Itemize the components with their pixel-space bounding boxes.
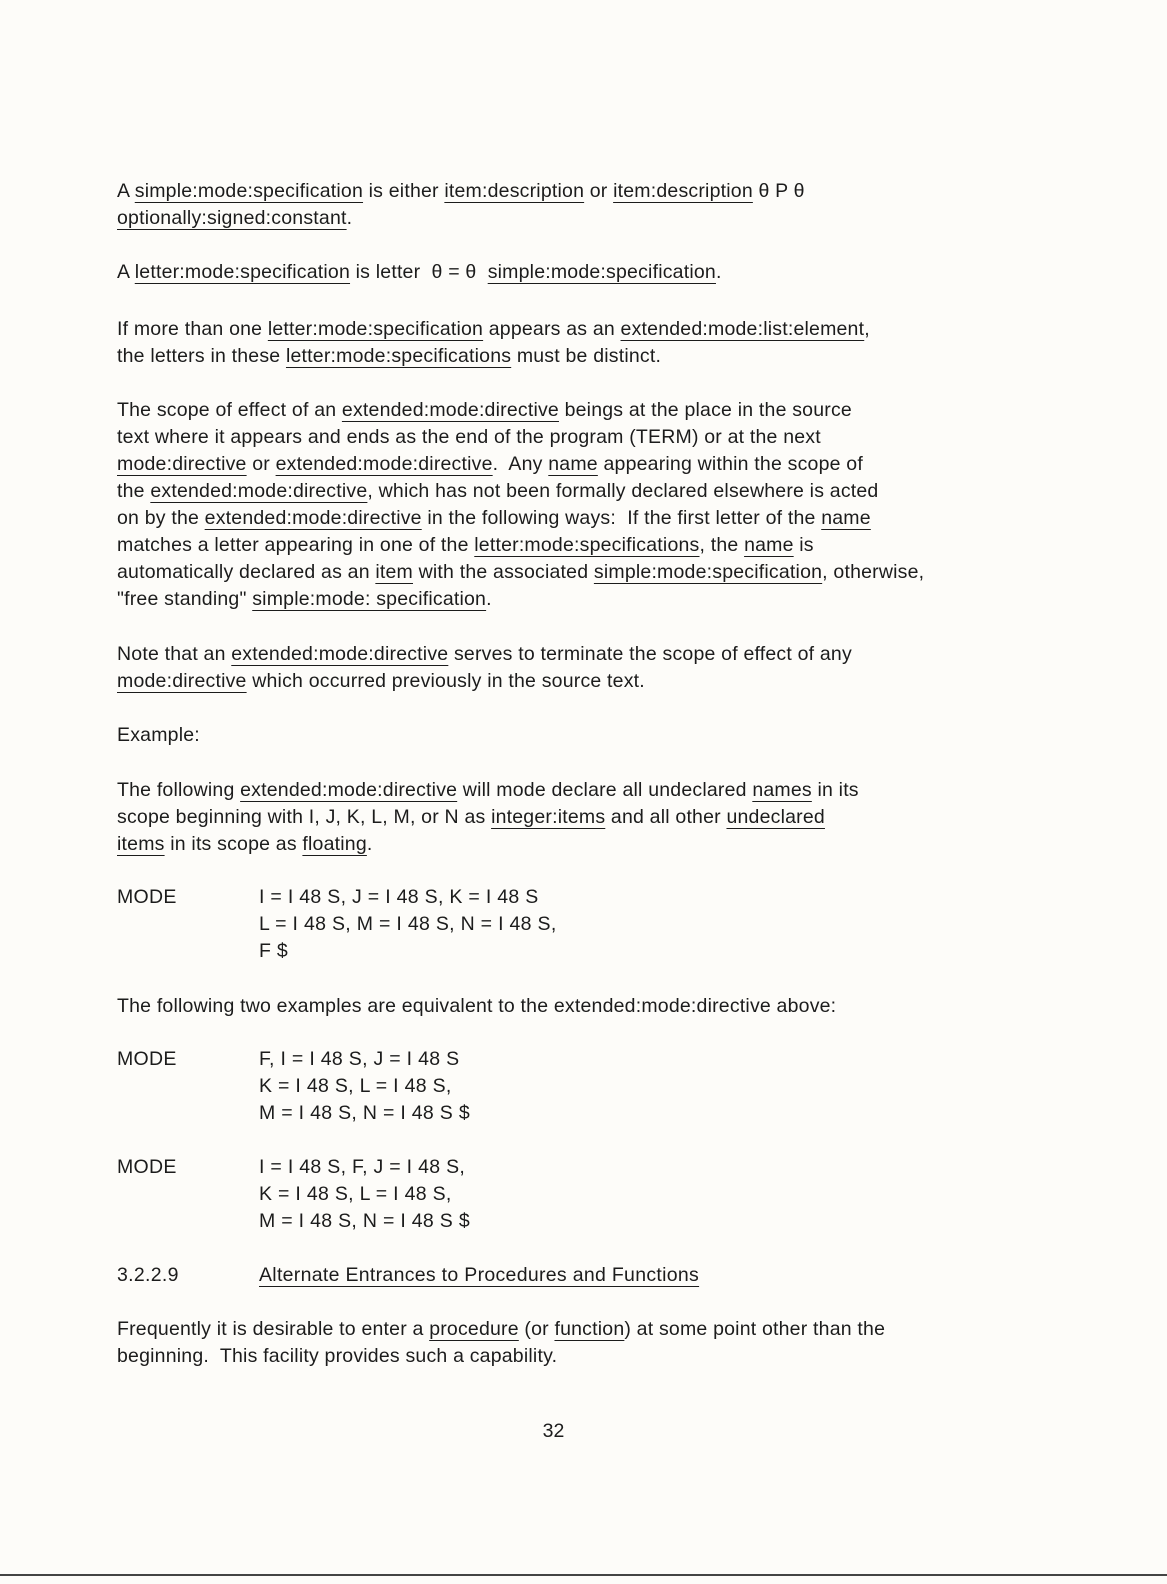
text-segment: Note that an (117, 643, 232, 665)
text-segment: on by the (117, 507, 205, 529)
paragraph-alternate-entrances (117, 1316, 1067, 1370)
text-segment: beings at the place in the source (558, 399, 852, 421)
underlined-term: integer:items (491, 806, 606, 828)
text-line (117, 205, 1067, 232)
underlined-term: extended:mode:directive (341, 399, 559, 421)
text-segment: , which has not been formally declared elsewhere is acted (367, 480, 879, 502)
underlined-term: letter:mode:specifications (285, 345, 512, 367)
code-line: I = I 48 S, J = I 48 S, K = I 48 S (259, 886, 539, 908)
underlined-term: simple:mode:specification (593, 561, 823, 583)
text-line (117, 831, 1067, 858)
text-line (117, 451, 1067, 478)
text-segment: must be distinct. (511, 345, 662, 367)
text-segment: in its (811, 779, 859, 801)
underlined-term: mode:directive (117, 670, 247, 692)
code-keyword: MODE (117, 886, 177, 908)
text-segment: . (486, 588, 492, 610)
underlined-term: letter:mode:specification (134, 261, 351, 283)
text-segment: text where it appears and ends as the end of the program (TERM) or at the next (117, 426, 821, 448)
text-line (117, 532, 1067, 559)
text-segment: The following two examples are equivalent to the extended:mode:directive above: (117, 995, 837, 1017)
underlined-term: extended:mode:directive (231, 643, 449, 665)
text-segment: The following (117, 779, 241, 801)
text-segment: is letter θ = θ (350, 261, 488, 283)
text-line (117, 424, 1067, 451)
underlined-term: simple:mode: specification (252, 588, 487, 610)
text-segment: or (584, 180, 614, 202)
underlined-term: letter:mode:specifications (474, 534, 700, 556)
underlined-term: item:description (613, 180, 753, 202)
text-line (117, 586, 1067, 613)
text-segment: appearing within the scope of (597, 453, 863, 475)
paragraph-letter-mode-spec (117, 259, 1067, 286)
underlined-term: items (117, 833, 165, 855)
underlined-term: name (744, 534, 794, 556)
text-line (117, 343, 1067, 370)
text-line (117, 178, 1067, 205)
text-line (117, 397, 1067, 424)
text-segment: in the following ways: If the first letter of the (421, 507, 822, 529)
scan-edge-divider (0, 1574, 1167, 1576)
text-line (117, 559, 1067, 586)
text-line (117, 641, 1067, 668)
underlined-term: extended:mode:directive (275, 453, 493, 475)
text-line (117, 1316, 1067, 1343)
text-segment: "free standing" (117, 588, 253, 610)
text-segment: A (117, 261, 135, 283)
text-line (117, 722, 1067, 749)
text-segment: . (346, 207, 353, 229)
paragraph-simple-mode-spec (117, 178, 1067, 232)
text-segment: beginning. This facility provides such a capability. (117, 1345, 558, 1367)
code-line: I = I 48 S, F, J = I 48 S, (259, 1156, 466, 1178)
text-segment: . (715, 261, 722, 283)
text-segment: serves to terminate the scope of effect of any (448, 643, 852, 665)
text-segment: . Any (492, 453, 549, 475)
code-line: F, I = I 48 S, J = I 48 S (259, 1048, 460, 1070)
code-keyword: MODE (117, 1048, 177, 1070)
code-keyword: MODE (117, 1156, 177, 1178)
underlined-term: floating (302, 833, 367, 855)
underlined-term: extended:mode:directive (204, 507, 422, 529)
underlined-term: simple:mode:specification (134, 180, 364, 202)
text-segment: is either (363, 180, 445, 202)
paragraph-equivalent-examples (117, 993, 1067, 1020)
underlined-term: item:description (444, 180, 585, 202)
text-segment: . (366, 833, 373, 855)
underlined-term: undeclared (726, 806, 825, 828)
text-segment: will mode declare all undeclared (457, 779, 753, 801)
text-line (117, 777, 1067, 804)
text-segment: θ P θ (752, 180, 805, 202)
paragraph-example-description (117, 777, 1067, 858)
text-line (117, 316, 1067, 343)
text-segment: with the associated (413, 561, 594, 583)
text-segment: Frequently it is desirable to enter a (117, 1318, 430, 1340)
text-segment: automatically declared as an (117, 561, 376, 583)
text-segment: appears as an (483, 318, 621, 340)
paragraph-distinct-letters (117, 316, 1067, 370)
text-segment: , otherwise, (822, 561, 925, 583)
text-segment: (or (518, 1318, 555, 1340)
code-lines (259, 1154, 470, 1235)
underlined-term: extended:mode:directive (240, 779, 458, 801)
section-number: 3.2.2.9 (117, 1264, 179, 1286)
paragraph-terminate-scope (117, 641, 1067, 695)
text-segment: the letters in these (117, 345, 286, 367)
code-line: M = I 48 S, N = I 48 S $ (259, 1102, 470, 1124)
text-line (117, 804, 1067, 831)
text-segment: scope beginning with I, J, K, L, M, or N as (117, 806, 492, 828)
text-segment: matches a letter appearing in one of the (117, 534, 475, 556)
text-segment: which occurred previously in the source text. (246, 670, 645, 692)
text-segment: Example: (117, 724, 200, 746)
underlined-term: extended:mode:list:element (620, 318, 865, 340)
section-title: Alternate Entrances to Procedures and Functions (259, 1264, 700, 1286)
code-lines (259, 1046, 470, 1127)
text-segment: If more than one (117, 318, 268, 340)
text-line (117, 1343, 1067, 1370)
text-segment: ) at some point other than the (624, 1318, 886, 1340)
text-segment: The scope of effect of an (117, 399, 342, 421)
underlined-term: name (548, 453, 598, 475)
code-line: M = I 48 S, N = I 48 S $ (259, 1210, 470, 1232)
page-number: 32 (542, 1420, 565, 1442)
code-line: K = I 48 S, L = I 48 S, (259, 1075, 452, 1097)
underlined-term: names (752, 779, 812, 801)
underlined-term: name (821, 507, 871, 529)
text-line (117, 478, 1067, 505)
text-segment: in its scope as (164, 833, 303, 855)
text-line (117, 259, 1067, 286)
text-line (117, 505, 1067, 532)
text-segment: is (793, 534, 814, 556)
text-segment: the (117, 480, 151, 502)
underlined-term: optionally:signed:constant (117, 207, 347, 229)
text-line (117, 993, 1067, 1020)
text-segment: A (117, 180, 135, 202)
underlined-term: extended:mode:directive (150, 480, 368, 502)
paragraph-scope-of-effect (117, 397, 1067, 613)
text-line (117, 668, 1067, 695)
underlined-term: procedure (429, 1318, 519, 1340)
underlined-term: letter:mode:specification (267, 318, 484, 340)
code-line: F $ (259, 940, 289, 962)
text-segment: or (246, 453, 276, 475)
underlined-term: simple:mode:specification (487, 261, 716, 283)
underlined-term: item (375, 561, 413, 583)
code-line: L = I 48 S, M = I 48 S, N = I 48 S, (259, 913, 557, 935)
underlined-term: mode:directive (117, 453, 247, 475)
underlined-term: function (554, 1318, 625, 1340)
paragraph-example-label (117, 722, 1067, 749)
code-line: K = I 48 S, L = I 48 S, (259, 1183, 452, 1205)
text-segment: , the (699, 534, 745, 556)
code-lines (259, 884, 557, 965)
text-segment: , (864, 318, 870, 340)
text-segment: and all other (605, 806, 727, 828)
